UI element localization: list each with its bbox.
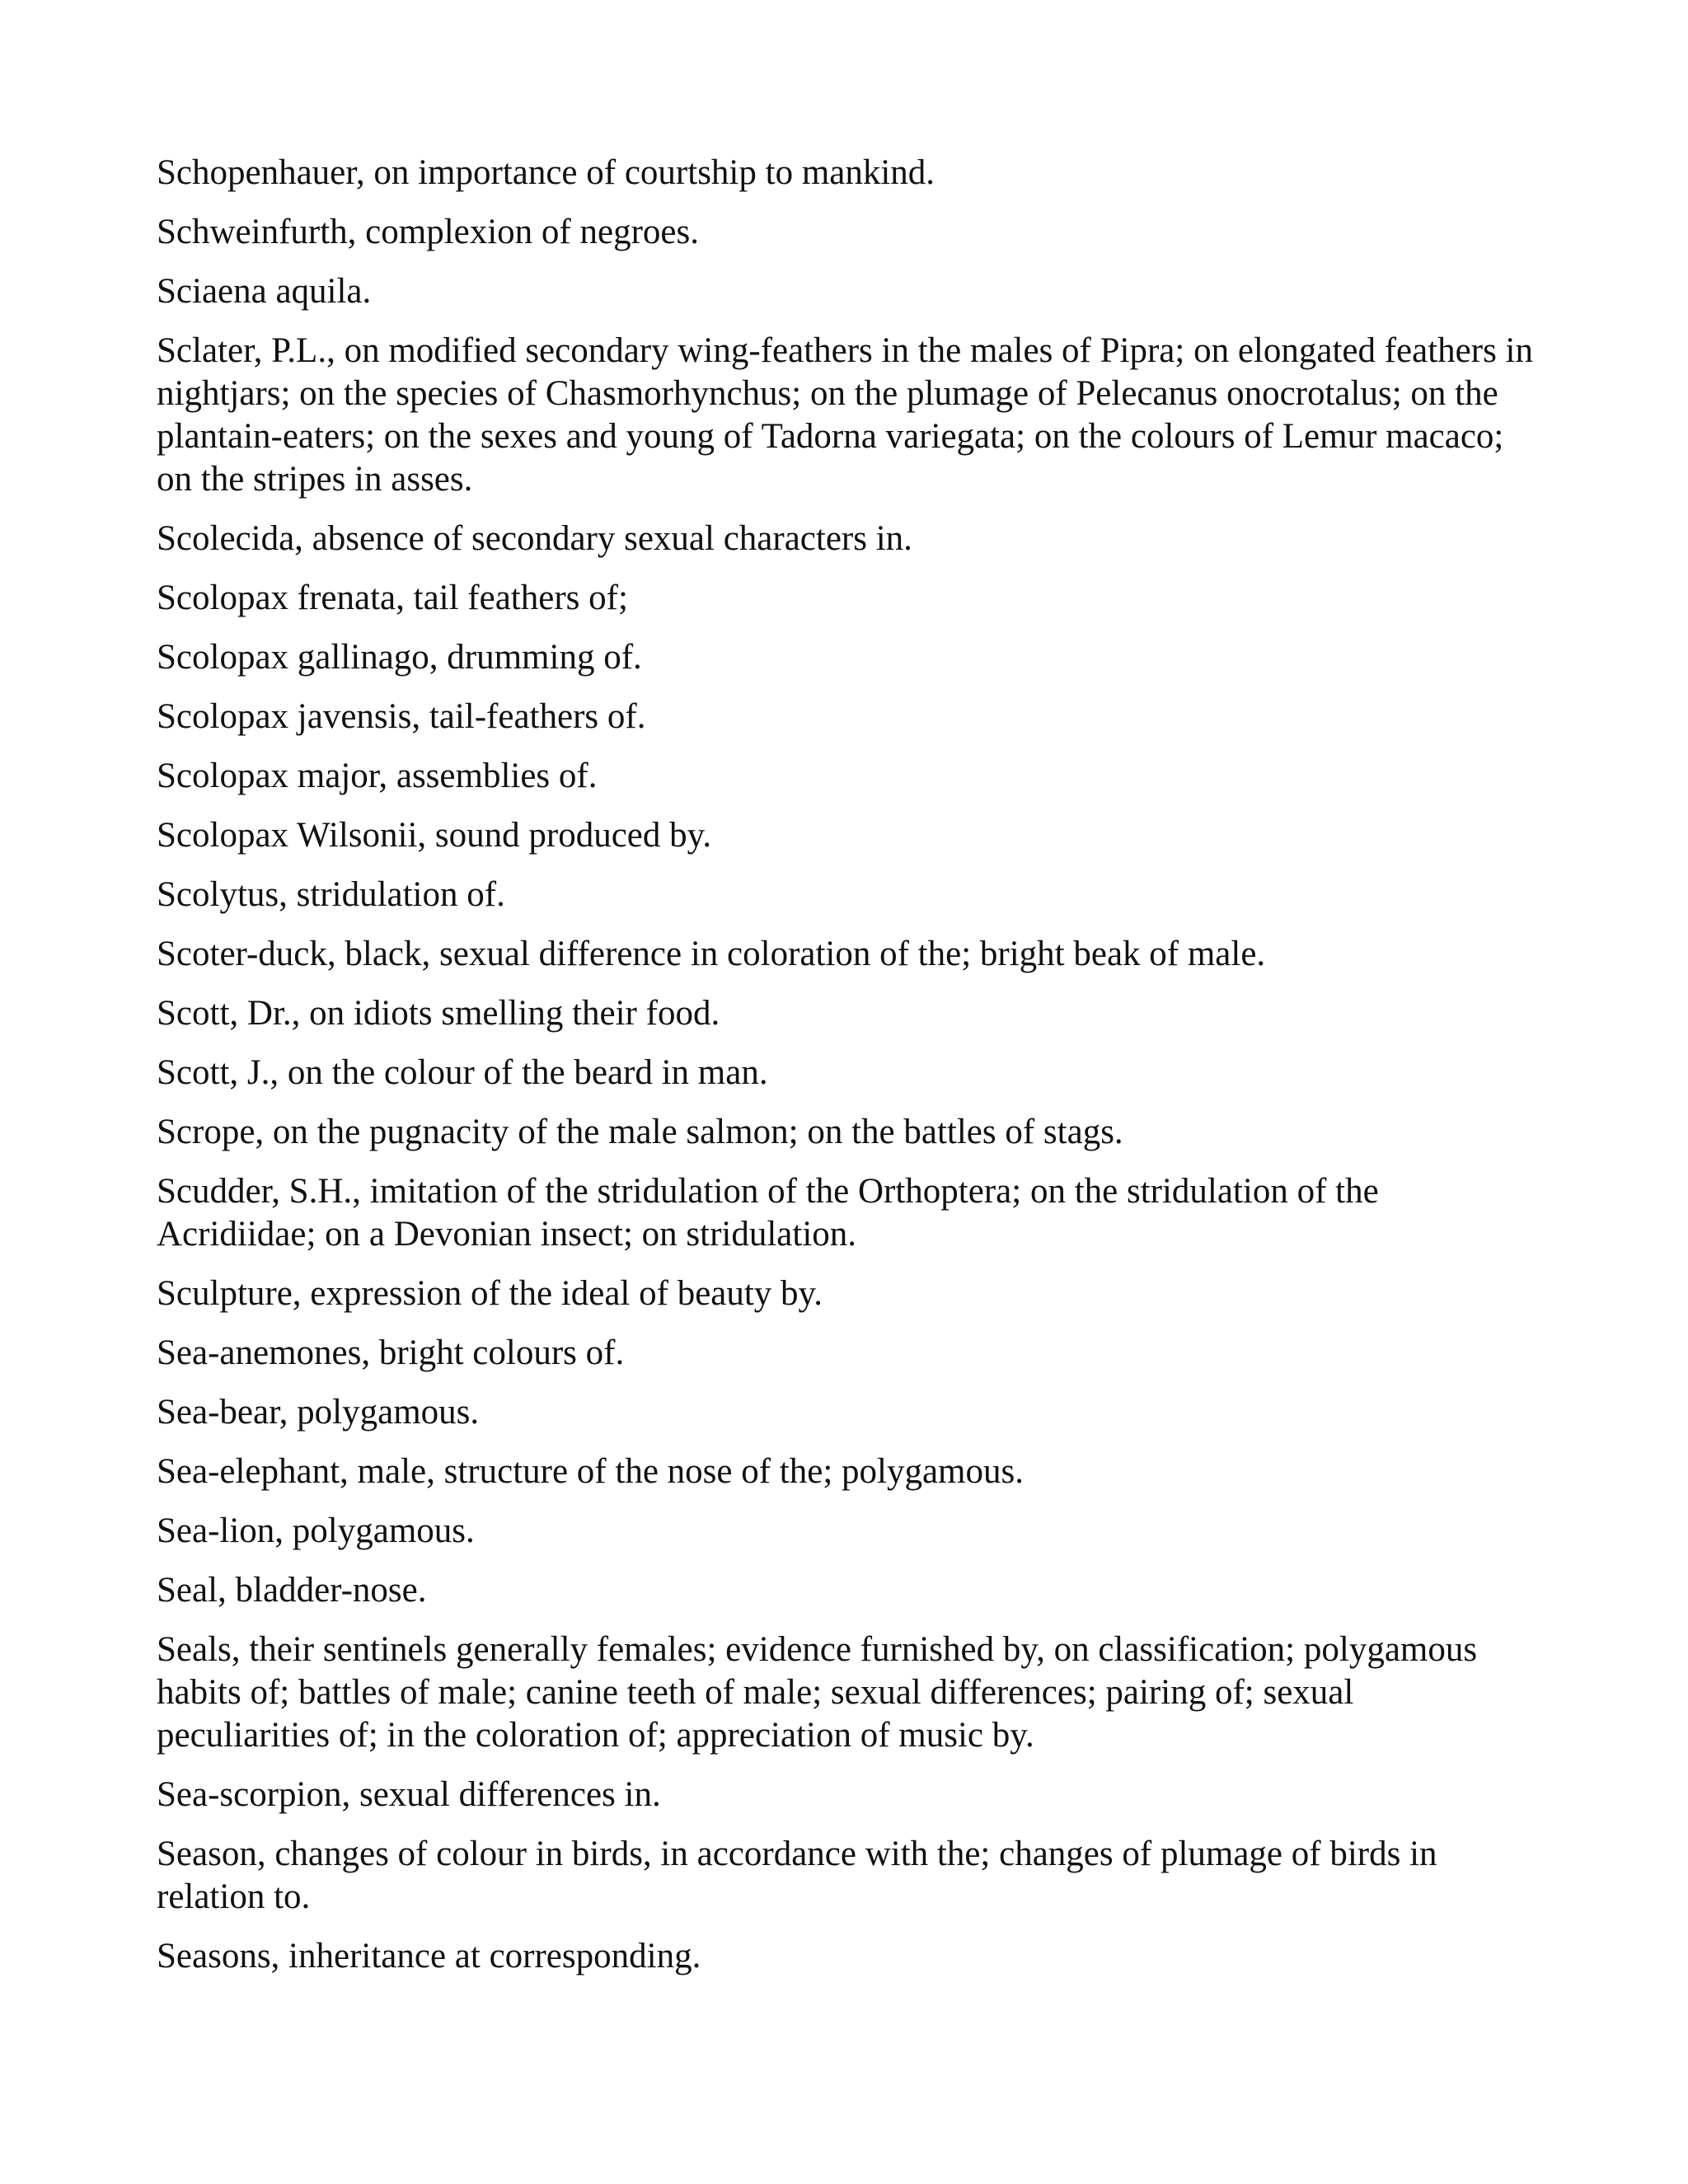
index-entry: Sea-bear, polygamous. xyxy=(157,1393,480,1432)
index-entry: Scoter-duck, black, sexual difference in coloration of the; bright beak of male. xyxy=(157,935,1266,973)
index-entry-list xyxy=(157,152,1533,1994)
index-entry: Scolopax Wilsonii, sound produced by. xyxy=(157,816,712,855)
index-entry: Scolytus, stridulation of. xyxy=(157,875,505,914)
index-entry: Schweinfurth, complexion of negroes. xyxy=(157,213,699,251)
index-entry: Seal, bladder-nose. xyxy=(157,1571,427,1610)
index-entry: Season, changes of colour in birds, in accordance with the; changes of plumage of birds in relation to. xyxy=(157,1835,1437,1916)
index-entry: Sea-anemones, bright colours of. xyxy=(157,1333,625,1372)
index-entry: Scudder, S.H., imitation of the stridulation of the Orthoptera; on the stridulation of the Acridiidae; on a Devonian insect; on stridulation. xyxy=(157,1172,1379,1254)
index-entry: Scrope, on the pugnacity of the male salmon; on the battles of stags. xyxy=(157,1113,1123,1151)
index-entry: Scolopax gallinago, drumming of. xyxy=(157,638,642,677)
index-entry: Scolopax frenata, tail feathers of; xyxy=(157,579,628,617)
index-entry: Scolopax major, assemblies of. xyxy=(157,757,598,795)
index-entry: Sea-elephant, male, structure of the nose of the; polygamous. xyxy=(157,1452,1024,1491)
index-entry: Scolopax javensis, tail-feathers of. xyxy=(157,697,646,736)
index-entry: Scott, Dr., on idiots smelling their food. xyxy=(157,994,720,1033)
index-entry: Sciaena aquila. xyxy=(157,272,372,311)
index-entry: Sclater, P.L., on modified secondary wing-feathers in the males of Pipra; on elongated feathers in nightjars; on the species of Chasmorhynchus; on the plumage of Pelecanus onocrotalus; on the plantain-eaters; on the sexes and young of Tadorna variegata; on the colours of Lemur macaco; on the stripes in asses. xyxy=(157,331,1534,499)
index-entry: Schopenhauer, on importance of courtship to mankind. xyxy=(157,153,935,192)
index-entry: Seals, their sentinels generally females; evidence furnished by, on classification; polygamous habits of; battles of male; canine teeth of male; sexual differences; pairing of; sexual peculiarities of; in the coloration of; appreciation of music by. xyxy=(157,1630,1478,1755)
index-entry: Scott, J., on the colour of the beard in man. xyxy=(157,1053,768,1092)
index-entry: Sea-scorpion, sexual differences in. xyxy=(157,1775,661,1814)
index-entry: Sea-lion, polygamous. xyxy=(157,1511,475,1550)
index-entry: Scolecida, absence of secondary sexual characters in. xyxy=(157,519,912,558)
index-entry: Seasons, inheritance at corresponding. xyxy=(157,1937,701,1975)
index-entry: Sculpture, expression of the ideal of beauty by. xyxy=(157,1274,823,1313)
